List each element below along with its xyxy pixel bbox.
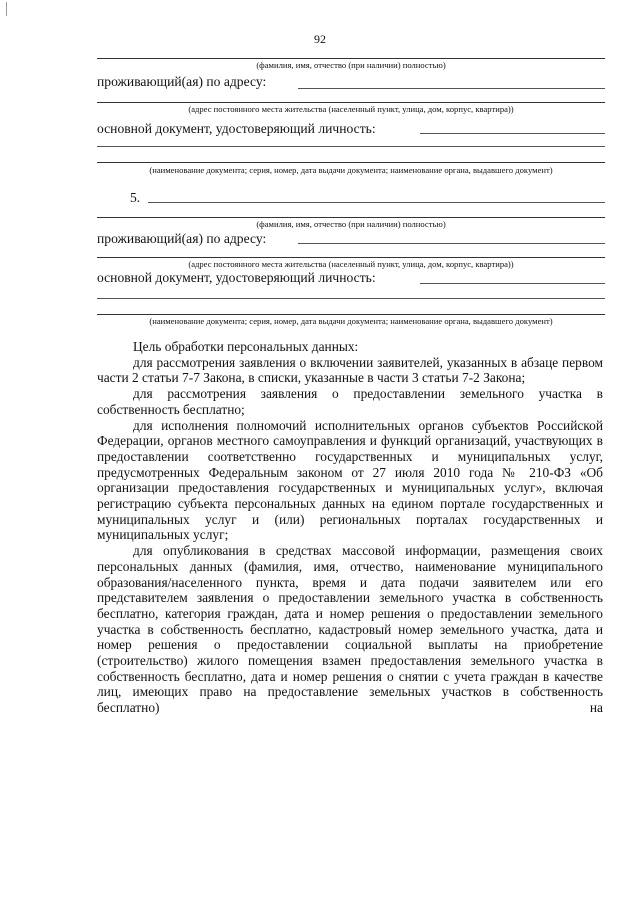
- address-line-4a: [298, 88, 605, 89]
- purpose-item-2: для рассмотрения заявления о предоставлении земельного участка в собственность бесплатно;: [97, 386, 603, 417]
- address-line-5b: [97, 257, 605, 258]
- document-line-5b: [97, 298, 605, 299]
- fio-line-4: [97, 58, 605, 59]
- document-line-4c: [97, 162, 605, 163]
- item-number-5: 5.: [130, 190, 141, 205]
- margin-mark: [6, 2, 8, 16]
- address-line-5a: [298, 243, 605, 244]
- document-line-5a: [420, 283, 605, 284]
- page-number: 92: [314, 32, 326, 46]
- document-label-4: основной документ, удостоверяющий личность:: [97, 121, 376, 136]
- document-line-4b: [97, 146, 605, 147]
- fio-caption-4: (фамилия, имя, отчество (при наличии) полностью): [256, 60, 446, 70]
- address-caption-4: (адрес постоянного места жительства (населенный пункт, улица, дом, корпус, квартира)): [188, 104, 514, 114]
- purpose-item-1: для рассмотрения заявления о включении заявителей, указанных в абзаце первом части 2 статьи 7-7 Закона, в списки, указанные в части 3 статьи 7-2 Закона;: [97, 354, 603, 386]
- document-caption-4: (наименование документа; серия, номер, дата выдачи документа; наименование органа, выдавшего документ): [149, 165, 553, 175]
- fio-line-5a: [148, 202, 605, 203]
- document-line-4a: [420, 133, 605, 134]
- document-caption-5: (наименование документа; серия, номер, дата выдачи документа; наименование органа, выдавшего документ): [149, 316, 553, 326]
- document-line-5c: [97, 314, 605, 315]
- document-label-5: основной документ, удостоверяющий личность:: [97, 270, 376, 285]
- address-line-4b: [97, 102, 605, 103]
- address-caption-5: (адрес постоянного места жительства (населенный пункт, улица, дом, корпус, квартира)): [188, 259, 514, 269]
- purpose-title: Цель обработки персональных данных:: [133, 339, 359, 354]
- purpose-block: [97, 339, 603, 716]
- fio-caption-5: (фамилия, имя, отчество (при наличии) полностью): [256, 219, 446, 229]
- address-label-4: проживающий(ая) по адресу:: [97, 74, 267, 89]
- address-label-5: проживающий(ая) по адресу:: [97, 231, 267, 246]
- fio-line-5b: [97, 217, 605, 218]
- purpose-item-4: для опубликования в средствах массовой информации, размещения своих персональных данных (фамилия, имя, отчество, наименование муниципального образования/населенного пункта, время и дата подачи заявителем или его представителем заявления о предоставлении земельного участка в собственность бесплатно, категория граждан, дата и номер решения о предоставлении земельного участка в собственность бесплатно, кадастровый номер земельного участка, дата и номер решения о предоставлении социальной выплаты на приобретение (строительство) жилого помещения взамен предоставления земельного участка в собственность бесплатно, дата и номер решения о снятии с учета граждан в качестве лиц, имеющих право на предоставление земельных участков в собственность бесплатно) на: [97, 543, 603, 716]
- purpose-item-3: для исполнения полномочий исполнительных органов субъектов Российской Федерации, органов местного самоуправления и функций организаций, участвующих в предоставлении соответственно государственных и муниципальных услуг, предусмотренных Федеральным законом от 27 июля 2010 года № 210-ФЗ «Об организации предоставления государственных и муниципальных услуг», включая регистрацию субъекта персональных данных на едином портале государственных и муниципальных услуг и (или) региональных порталах государственных и муниципальных услуг;: [97, 417, 603, 543]
